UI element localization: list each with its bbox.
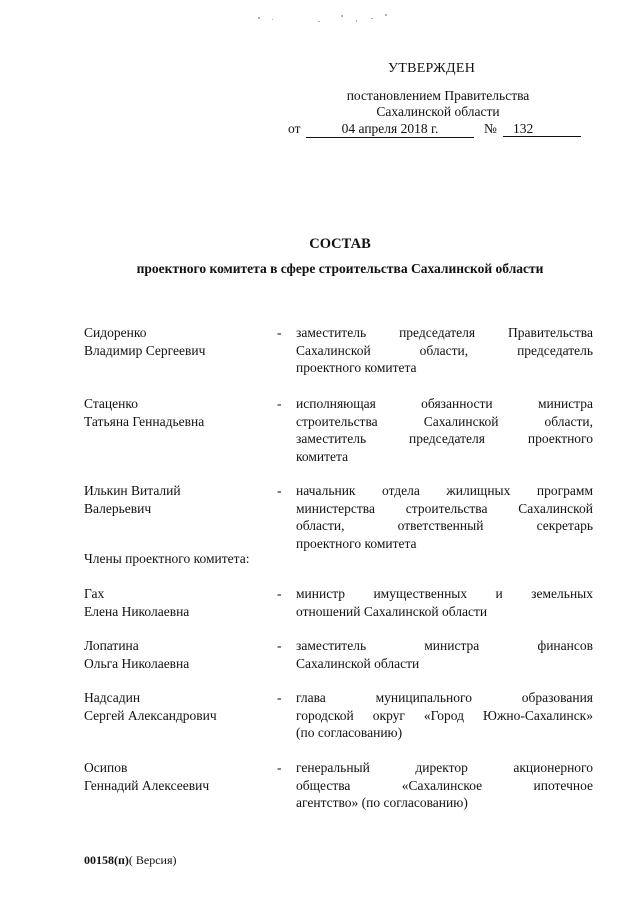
number-label: № [484,121,497,136]
scan-speck [318,21,320,22]
person-name: Илькин Виталий Валерьевич [84,483,181,516]
dash-separator: - [277,586,282,601]
dash-separator: - [277,760,282,775]
person-name: Стаценко Татьяна Геннадьевна [84,396,205,429]
approval-date-row [288,121,300,137]
person-role: глава муниципального образования городской округ «Город Южно-Сахалинск» (по согласованию) [296,690,593,740]
person-name: Сидоренко Владимир Сергеевич [84,325,206,358]
document-subtitle: проектного комитета в сфере строительства Сахалинской области [136,261,544,276]
document-title: СОСТАВ [309,236,371,252]
person-role: начальник отдела жилищных программ министерства строительства Сахалинской области, ответственный секретарь проектного комитета [296,483,593,551]
dash-separator: - [277,638,282,653]
person-role: исполняющая обязанности министра строительства Сахалинской области, заместитель председателя проектного комитета [296,396,593,464]
approval-date: 04 апреля 2018 г. [306,121,474,138]
person-role: министр имущественных и земельных отношений Сахалинской области [296,586,593,619]
document-version: ( Версия) [128,853,177,867]
from-label: от [288,121,301,136]
person-role: генеральный директор акционерного общества «Сахалинское ипотечное агентство» (по согласованию) [296,760,593,810]
scan-speck [371,18,373,19]
person-name: Надсадин Сергей Александрович [84,690,217,723]
scan-speck [385,14,387,16]
document-footer [84,853,177,868]
person-name: Лопатина Ольга Николаевна [84,638,190,671]
members-heading: Члены проектного комитета: [84,551,250,566]
approval-heading: УТВЕРЖДЕН [388,61,476,76]
person-role: заместитель председателя Правительства Сахалинской области, председатель проектного комитета [296,325,593,375]
approval-line-2: Сахалинской области [376,104,500,119]
person-name: Гах Елена Николаевна [84,586,190,619]
scan-speck [258,17,260,19]
scan-speck [272,19,273,20]
dash-separator: - [277,690,282,705]
dash-separator: - [277,396,282,411]
scan-speck [341,15,343,17]
scan-speck [356,20,357,22]
approval-number: 132 [503,121,581,137]
dash-separator: - [277,483,282,498]
dash-separator: - [277,325,282,340]
document-code: 00158(п) [84,853,129,867]
person-role: заместитель министра финансов Сахалинской области [296,638,593,671]
approval-line-1: постановлением Правительства [346,88,530,103]
person-name: Осипов Геннадий Алексеевич [84,760,210,793]
